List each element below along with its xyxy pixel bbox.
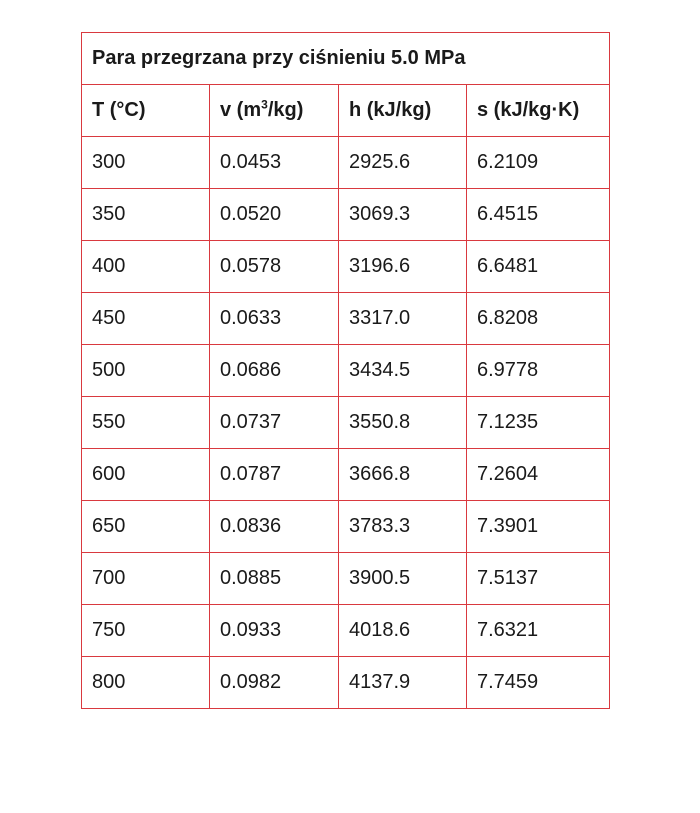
specific-volume-label-end: /kg) bbox=[267, 99, 304, 121]
cell-temperature: 750 bbox=[82, 605, 210, 657]
cell-temperature: 350 bbox=[82, 189, 210, 241]
cell-entropy: 7.2604 bbox=[467, 449, 610, 501]
column-header-specific-volume bbox=[210, 85, 339, 137]
cell-temperature: 400 bbox=[82, 241, 210, 293]
title-row bbox=[82, 33, 610, 85]
column-header-enthalpy: h (kJ/kg) bbox=[339, 85, 467, 137]
cell-temperature: 550 bbox=[82, 397, 210, 449]
cell-entropy: 7.6321 bbox=[467, 605, 610, 657]
cell-entropy: 7.1235 bbox=[467, 397, 610, 449]
cell-enthalpy: 3783.3 bbox=[339, 501, 467, 553]
cell-temperature: 300 bbox=[82, 137, 210, 189]
cell-specific-volume: 0.0737 bbox=[210, 397, 339, 449]
cell-temperature: 450 bbox=[82, 293, 210, 345]
cell-enthalpy: 3196.6 bbox=[339, 241, 467, 293]
cell-enthalpy: 3434.5 bbox=[339, 345, 467, 397]
cell-enthalpy: 3550.8 bbox=[339, 397, 467, 449]
cell-entropy: 7.3901 bbox=[467, 501, 610, 553]
table-row bbox=[82, 605, 610, 657]
cell-specific-volume: 0.0787 bbox=[210, 449, 339, 501]
cell-specific-volume: 0.0933 bbox=[210, 605, 339, 657]
cell-temperature: 800 bbox=[82, 657, 210, 709]
cell-specific-volume: 0.0885 bbox=[210, 553, 339, 605]
table-title: Para przegrzana przy ciśnieniu 5.0 MPa bbox=[82, 33, 610, 85]
table-body bbox=[82, 137, 610, 709]
cell-entropy: 6.6481 bbox=[467, 241, 610, 293]
table-row bbox=[82, 449, 610, 501]
table-row bbox=[82, 293, 610, 345]
cell-entropy: 6.4515 bbox=[467, 189, 610, 241]
cell-enthalpy: 3069.3 bbox=[339, 189, 467, 241]
table-row bbox=[82, 345, 610, 397]
cell-specific-volume: 0.0520 bbox=[210, 189, 339, 241]
cell-enthalpy: 3900.5 bbox=[339, 553, 467, 605]
cell-enthalpy: 3317.0 bbox=[339, 293, 467, 345]
table-row bbox=[82, 189, 610, 241]
cell-enthalpy: 4137.9 bbox=[339, 657, 467, 709]
table-row bbox=[82, 241, 610, 293]
cell-specific-volume: 0.0836 bbox=[210, 501, 339, 553]
table-row bbox=[82, 137, 610, 189]
cell-specific-volume: 0.0633 bbox=[210, 293, 339, 345]
header-row bbox=[82, 85, 610, 137]
cell-enthalpy: 2925.6 bbox=[339, 137, 467, 189]
cell-specific-volume: 0.0453 bbox=[210, 137, 339, 189]
column-header-entropy: s (kJ/kg·K) bbox=[467, 85, 610, 137]
cell-temperature: 650 bbox=[82, 501, 210, 553]
cell-specific-volume: 0.0686 bbox=[210, 345, 339, 397]
cell-entropy: 7.7459 bbox=[467, 657, 610, 709]
table-row bbox=[82, 397, 610, 449]
specific-volume-exponent: 3 bbox=[261, 97, 268, 112]
cell-temperature: 500 bbox=[82, 345, 210, 397]
cell-enthalpy: 4018.6 bbox=[339, 605, 467, 657]
cell-temperature: 700 bbox=[82, 553, 210, 605]
table-row bbox=[82, 657, 610, 709]
cell-specific-volume: 0.0982 bbox=[210, 657, 339, 709]
table-row bbox=[82, 553, 610, 605]
cell-entropy: 6.2109 bbox=[467, 137, 610, 189]
table-row bbox=[82, 501, 610, 553]
cell-entropy: 6.8208 bbox=[467, 293, 610, 345]
cell-enthalpy: 3666.8 bbox=[339, 449, 467, 501]
cell-entropy: 6.9778 bbox=[467, 345, 610, 397]
column-header-temperature: T (°C) bbox=[82, 85, 210, 137]
steam-table bbox=[81, 32, 610, 709]
cell-specific-volume: 0.0578 bbox=[210, 241, 339, 293]
specific-volume-label-start: v (m bbox=[220, 99, 262, 121]
cell-entropy: 7.5137 bbox=[467, 553, 610, 605]
cell-temperature: 600 bbox=[82, 449, 210, 501]
